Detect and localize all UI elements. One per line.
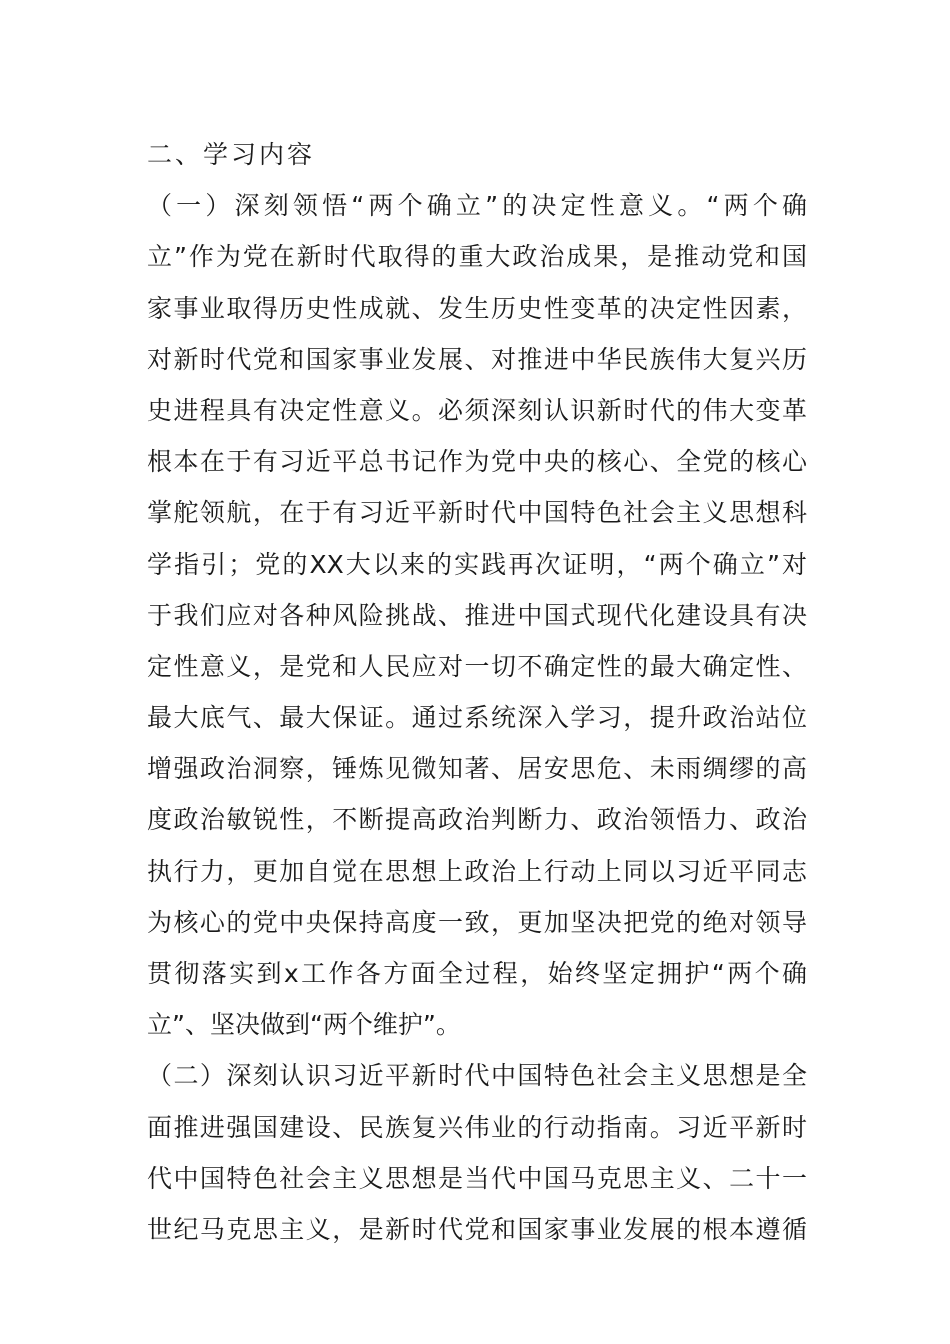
text-line: 执行力，更加自觉在思想上政治上行动上同以习近平同志 xyxy=(147,856,807,886)
text-line: 学指引；党的XX大以来的实践再次证明，“两个确立”对 xyxy=(147,549,807,579)
text-line: 掌舵领航，在于有习近平新时代中国特色社会主义思想科 xyxy=(147,498,807,528)
text-line: 面推进强国建设、民族复兴伟业的行动指南。习近平新时 xyxy=(147,1112,807,1142)
text-line: 家事业取得历史性成就、发生历史性变革的决定性因素， xyxy=(147,293,807,323)
text-line: 增强政治洞察，锤炼见微知著、居安思危、未雨绸缪的高 xyxy=(147,754,807,784)
text-line: 度政治敏锐性，不断提高政治判断力、政治领悟力、政治 xyxy=(147,805,807,835)
text-line: 立”作为党在新时代取得的重大政治成果，是推动党和国 xyxy=(147,242,807,272)
text-line: 代中国特色社会主义思想是当代中国马克思主义、二十一 xyxy=(147,1163,807,1193)
text-line: 定性意义，是党和人民应对一切不确定性的最大确定性、 xyxy=(147,651,807,681)
text-line: 史进程具有决定性意义。必须深刻认识新时代的伟大变革 xyxy=(147,395,807,425)
text-line: 于我们应对各种风险挑战、推进中国式现代化建设具有决 xyxy=(147,600,807,630)
document-body xyxy=(147,129,807,1255)
text-line: 对新时代党和国家事业发展、对推进中华民族伟大复兴历 xyxy=(147,344,807,374)
text-line: 最大底气、最大保证。通过系统深入学习，提升政治站位 xyxy=(147,703,807,733)
text-line: 为核心的党中央保持高度一致，更加坚决把党的绝对领导 xyxy=(147,907,807,937)
text-line: 根本在于有习近平总书记作为党中央的核心、全党的核心 xyxy=(147,447,807,477)
section-heading: 二、学习内容 xyxy=(147,140,316,169)
text-line: （一）深刻领悟“两个确立”的决定性意义。“两个确 xyxy=(147,191,807,221)
text-line: 立”、坚决做到“两个维护”。 xyxy=(147,1010,461,1040)
text-line: 贯彻落实到x工作各方面全过程，始终坚定拥护“两个确 xyxy=(147,959,807,988)
text-line: （二）深刻认识习近平新时代中国特色社会主义思想是全 xyxy=(147,1061,807,1091)
text-line: 世纪马克思主义，是新时代党和国家事业发展的根本遵循 xyxy=(147,1214,807,1244)
